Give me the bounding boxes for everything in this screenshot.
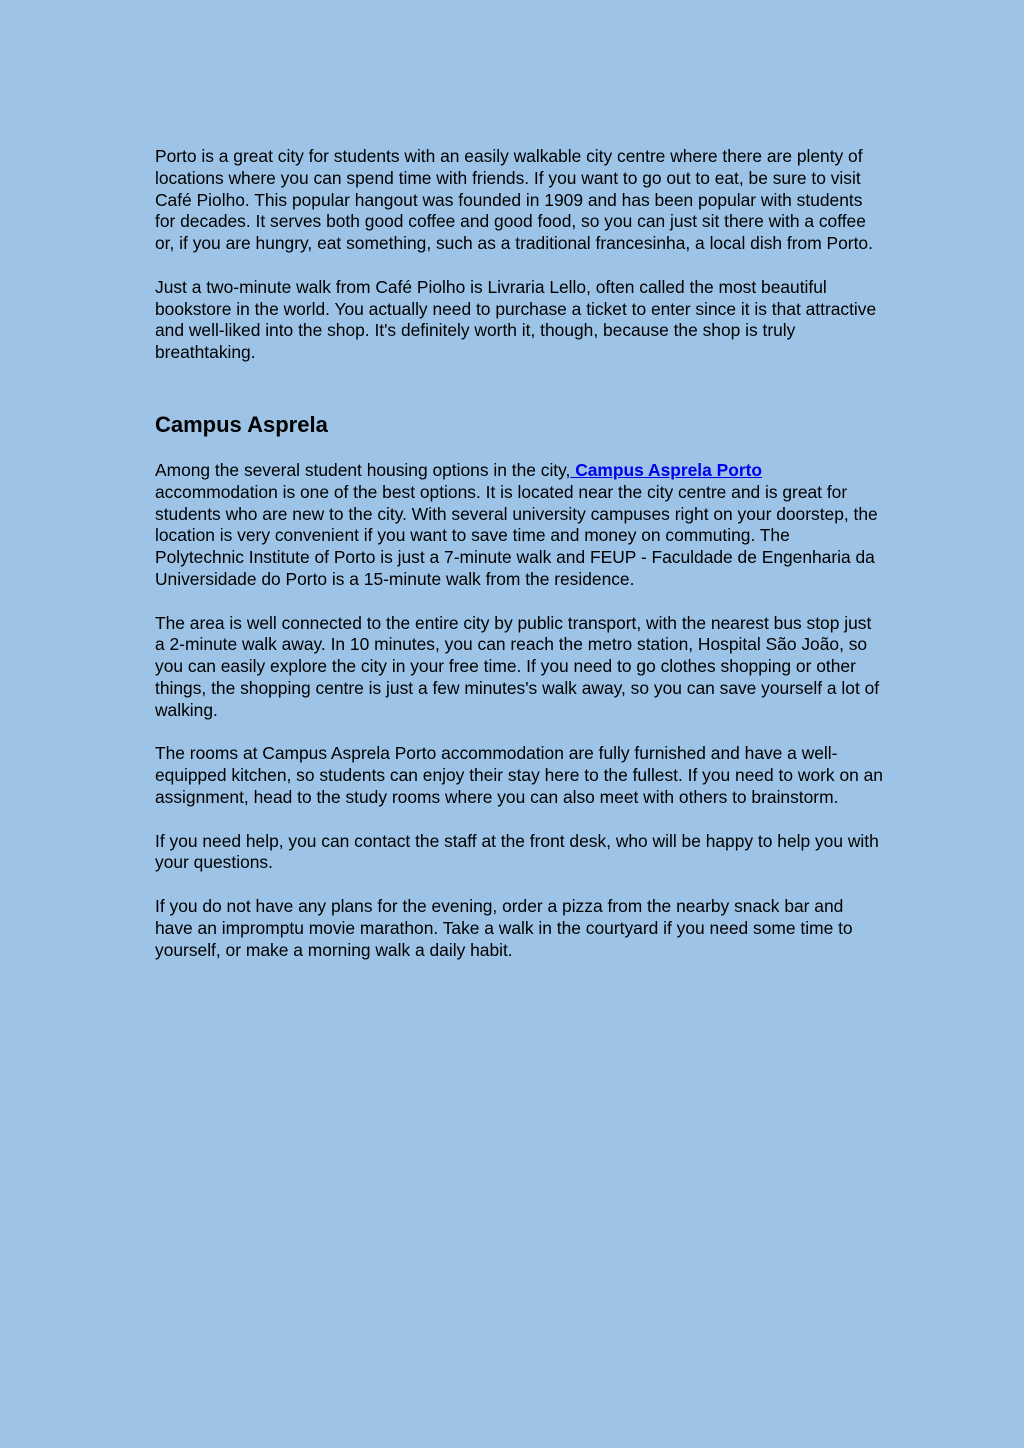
campus-paragraph-evening: If you do not have any plans for the evening, order a pizza from the nearby snack bar and have an impromptu movie marathon. Take a walk in the courtyard if you need some time to yourself, or make a morning walk a daily habit. [155,895,853,960]
intro-paragraph-livraria-lello: Just a two-minute walk from Café Piolho is Livraria Lello, often called the most beautiful bookstore in the world. You actually need to purchase a ticket to enter since it is that attractive and well-liked into the shop. It's definitely worth it, though, because the shop is truly breathtaking. [155,276,877,363]
campus-paragraph-overview [155,460,883,591]
campus-paragraph-help: If you need help, you can contact the staff at the front desk, who will be happy to help you with your questions. [155,830,879,873]
intro-paragraph-cafe-piolho: Porto is a great city for students with an easily walkable city centre where there are plenty of locations where you can spend time with friends. If you want to go out to eat, be sure to visit Café Piolho. This popular hangout was founded in 1909 and has been popular with students for decades. It serves both good coffee and good food, so you can just sit there with a coffee or, if you are hungry, eat something, such as a traditional francesinha, a local dish from Porto. [155,146,873,254]
section-heading-campus-asprela: Campus Asprela [155,411,328,437]
campus-overview-text-after-link: accommodation is one of the best options. It is located near the city centre and is great for students who are new to the city. With several university campuses right on your doorstep, the location is very convenient if you want to save time and money on commuting. The Polytechnic Institute of Porto is just a 7-minute walk and FEUP - Faculdade de Engenharia da Universidade do Porto is a 15-minute walk from the residence. [155,481,878,589]
campus-asprela-porto-link[interactable]: Campus Asprela Porto [570,459,763,480]
document-body [155,146,883,961]
campus-paragraph-rooms: The rooms at Campus Asprela Porto accommodation are fully furnished and have a well- equipped kitchen, so students can enjoy their stay here to the fullest. If you need to work on an assignment, head to the study rooms where you can also meet with others to brainstorm. [155,743,883,807]
campus-overview-text-before-link: Among the several student housing options in the city, [155,459,571,480]
campus-paragraph-transport: The area is well connected to the entire city by public transport, with the nearest bus stop just a 2-minute walk away. In 10 minutes, you can reach the metro station, Hospital São João, so you can easily explore the city in your free time. If you need to go clothes shopping or other things, the shopping centre is just a few minutes's walk away, so you can save yourself a lot of walking. [155,612,880,720]
